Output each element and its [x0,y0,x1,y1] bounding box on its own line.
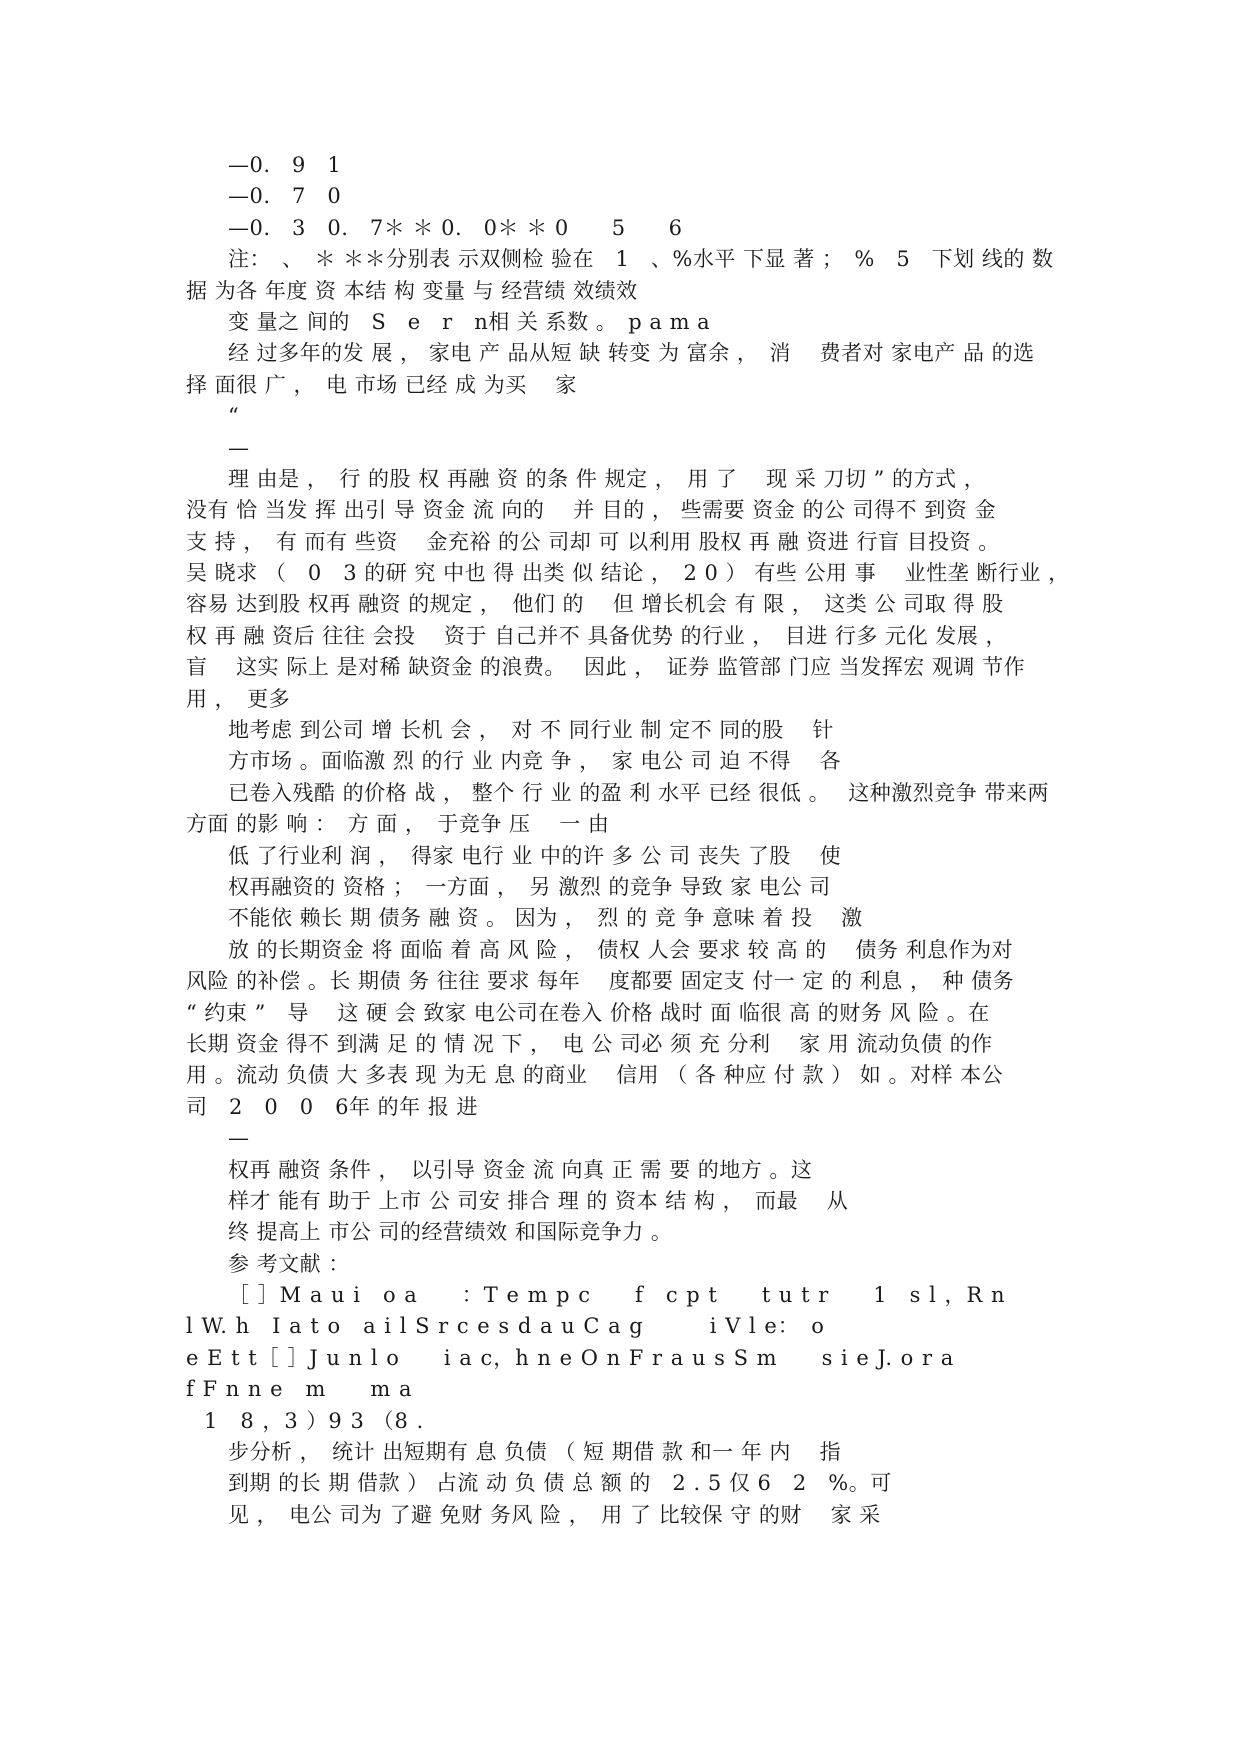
text-line: 风险 的补偿 。长 期债 务 往往 要求 每年 度都要 固定支 付一 定 的 利息 ， 种 债务 [186,969,1015,994]
text-line: 司 2 0 0 6年 的年 报 进 [186,1094,478,1119]
text-line: 择 面很 广 ， 电 市场 已经 成 为买 家 [186,372,577,397]
text-line: ［ ］M a u i o a ：T e m p c f c p t t u t r 1 s l ，R n [228,1283,1006,1308]
text-line: 经 过多年的发 展 ， 家电 产 品从短 缺 转变 为 富余 ， 消 费者对 家电产 品 的选 [228,341,1035,366]
text-line: —0. 7 0 [228,184,342,209]
text-line: 长期 资金 得不 到满 足 的 情 况 下 ， 电 公 司必 须 充 分利 家 用 流动负债 的作 [186,1031,993,1056]
text-line: f F n n e m m a [186,1377,413,1402]
text-line: 据 为各 年度 资 本结 构 变量 与 经营绩 效绩效 [186,278,638,303]
text-line: 样才 能有 助于 上市 公 司安 排合 理 的 资本 结 构 ， 而最 从 [228,1188,849,1213]
text-line: 权再 融资 条件 ， 以引导 资金 流 向真 正 需 要 的地方 。这 [228,1157,813,1182]
text-line: —0. 9 1 [228,153,342,177]
text-line: 终 提高上 市公 司的经营绩效 和国际竞争力 。 [228,1220,673,1245]
document-page [186,150,1070,1531]
text-line: 步分析 ， 统计 出短期有 息 负债 （ 短 期借 款 和一 年 内 指 [228,1440,842,1465]
text-line: 放 的长期资金 将 面临 着 高 风 险 ， 债权 人会 要求 较 高 的 债务 利息作为对 [228,937,1014,962]
text-line: “ [228,404,240,429]
text-line: 到期 的长 期 借款 ） 占流 动 负 债 总 额 的 2 . 5 仅 6 2 %。可 [228,1471,892,1496]
text-line: 权再融资的 资格 ； 一方面 ， 另 激烈 的竞争 导致 家 电公 司 [228,874,831,899]
text-line: 注： 、 ＊ ＊＊分别表 示双侧检 验在 1 、%水平 下显 著 ； % 5 下划 线的 数 [228,247,1054,272]
text-line: 用 。流动 负债 大 多表 现 为无 息 的商业 信用 （ 各 种应 付 款 ） 如 。对样 本公 [186,1063,1004,1088]
text-line: 支 持 ， 有 而有 些资 金充裕 的公 司却 可 以利用 股权 再 融 资进 行盲 目投资 。 [186,529,1000,554]
text-line: 参 考文献 ： [228,1251,350,1276]
text-line: — [228,435,250,460]
text-line: 低 了行业利 润 ， 得家 电行 业 中的许 多 公 司 丧失 了股 使 [228,843,842,868]
text-line: l W. h I a t o a i l S r c e s d a u C a g i V l e： o [186,1314,825,1339]
text-line: 容易 达到股 权再 融资 的规定 ， 他们 的 但 增长机会 有 限 ， 这类 公 司取 得 股 [186,592,1004,617]
text-line: 变 量之 间的 S e r n相 关 系数 。 p a m a [228,309,711,334]
text-line: 用 ， 更多 [186,686,291,711]
text-line: 已卷入残酷 的价格 战 ， 整个 行 业 的盈 利 水平 已经 很低 。 这种激烈竞争 带来两 [228,780,1049,805]
text-line: —0. 3 0. 7＊ ＊ 0. 0＊ ＊ 0 5 6 [228,215,683,240]
text-line: e E t t［ ］J u n l o i a c，h n e O n F r a u s S m s i e J. o r a [186,1345,955,1370]
text-line: 没有 恰 当发 挥 出引 导 资金 流 向的 并 目的 ， 些需要 资金 的公 司得不 到资 金 [186,498,996,523]
text-line: 不能依 赖长 期 债务 融 资 。 因为 ， 烈 的 竞 争 意味 着 投 激 [228,906,863,931]
text-line: 方面 的影 响 ： 方 面 ， 于竞争 压 一 由 [186,812,610,837]
text-line: 权 再 融 资后 往往 会投 资于 自己并不 具备优势 的行业 ， 目进 行多 元化 发展 ， [186,623,1007,648]
text-line: 地考虑 到公司 增 长机 会 ， 对 不 同行业 制 定不 同的股 针 [228,718,834,743]
text-line: 理 由是 ， 行 的股 权 再融 资 的条 件 规定 ， 用 了 现 采 刀切 ” 的方式 ， [228,466,986,491]
text-line: 吴 晓求 （ 0 3 的研 究 中也 得 出类 似 结论 ， 2 0 ） 有些 公用 事 业性垄 断行业 ， [186,561,1070,586]
text-line: 方市场 。面临激 烈 的行 业 内竞 争 ， 家 电公 司 迫 不得 各 [228,749,842,774]
text-line: “ 约束 ” 导 这 硬 会 致家 电公司在卷入 价格 战时 面 临很 高 的财务 风 险 。在 [186,1000,990,1025]
text-line: — [228,1126,250,1151]
text-line: 盲 这实 际上 是对稀 缺资金 的浪费。 因此 ， 证券 监管部 门应 当发挥宏 观调 节作 [186,655,1026,680]
text-line: 见 ， 电公 司为 了避 免财 务风 险 ， 用 了 比较保 守 的财 家 采 [228,1502,881,1527]
text-line: 1 8 ，3 ）9 3 （8 . [204,1408,425,1433]
